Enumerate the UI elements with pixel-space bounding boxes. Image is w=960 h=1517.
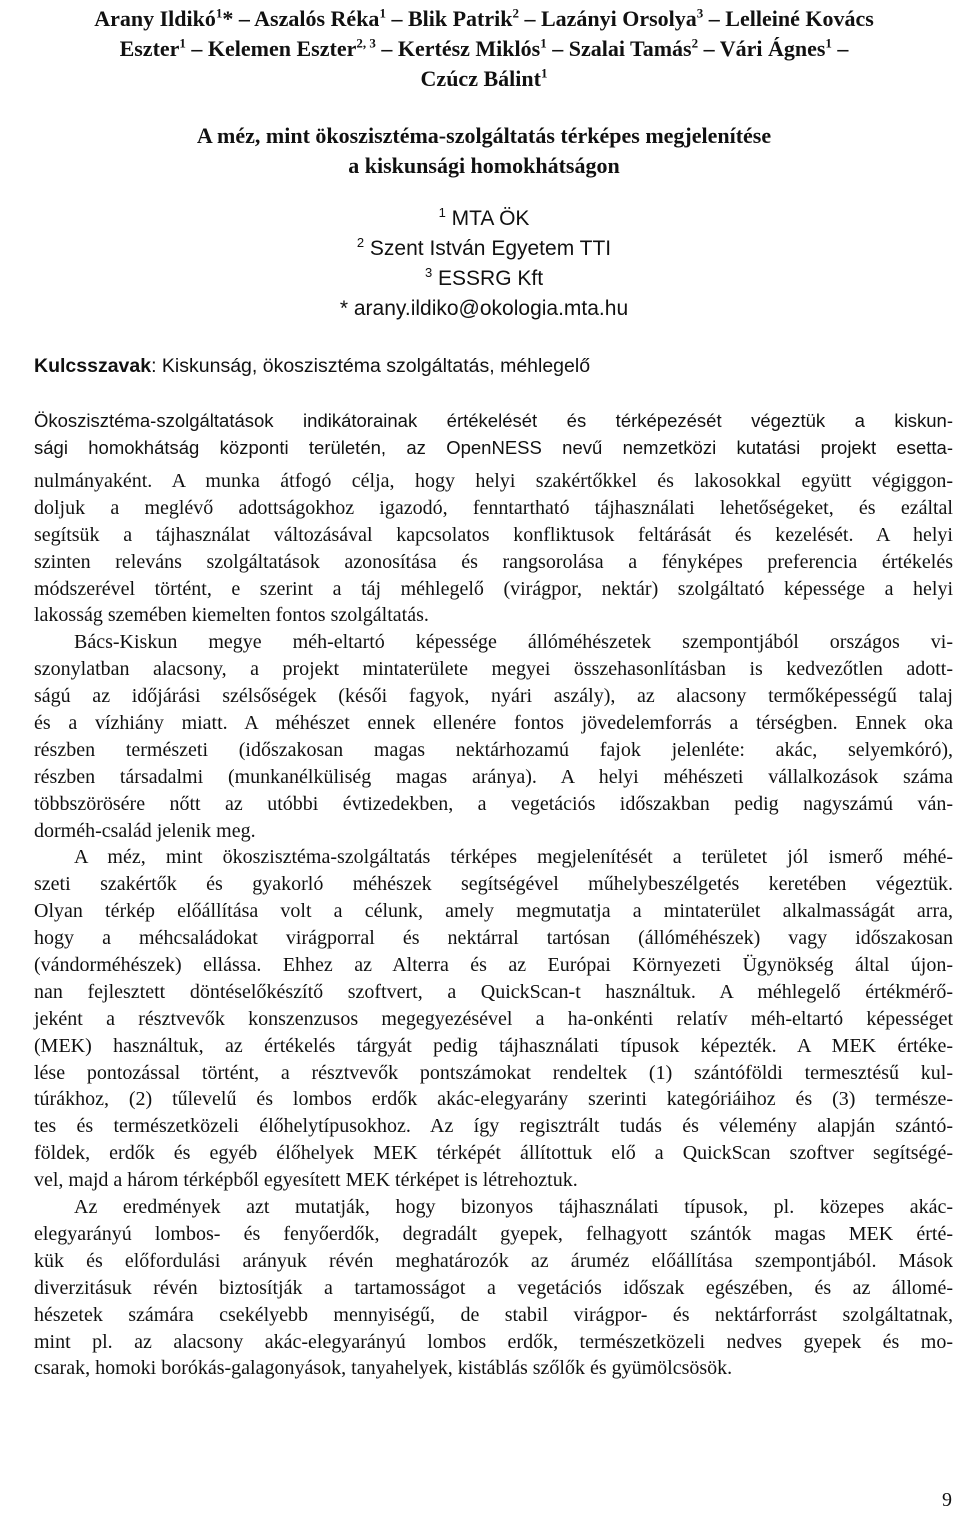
affiliation-3: $^3$ ESSRG Kft: [424, 265, 544, 290]
body-line: szonylatban alacsony, a projekt mintaterülete megyei összehasonlításban is kedvezőtlen adott-: [34, 658, 953, 681]
abstract-intro: [34, 408, 953, 461]
author-line-1: Arany Ildikó$^1$* – Aszalós Réka$^1$ – Blik Patrik$^2$ – Lazányi Orsolya$^3$ – Lelleiné Kovács: [94, 5, 874, 31]
body-line: nan fejlesztett döntéselőkészítő szoftvert, a QuickScan-t használtuk. A méhlegelő értékmérő-: [34, 980, 953, 1003]
title-line-2: a kiskunsági homokhátságon: [348, 153, 620, 178]
keywords-text: : Kiskunság, ökoszisztéma szolgáltatás, méhlegelő: [151, 355, 591, 377]
author-line-3: Czúcz Bálint$^1$: [420, 65, 548, 91]
body-line: doljuk a meglévő adottságokhoz igazodó, fenntartható tájhasználati lehetőségeket, és ezáltal: [34, 496, 953, 519]
body-line: szeti szakértők és gyakorló méhészek segítségével műhelybeszélgetés keretében végeztük.: [34, 873, 953, 896]
body-line: kük és előfordulási arányuk révén meghatározók az áruméz előállítása szempontjából. Mások: [34, 1249, 953, 1272]
abstract-line-2: sági homokhátság központi területén, az OpenNESS nevű nemzetközi kutatási projekt esetta-: [34, 436, 953, 458]
keywords: [34, 352, 934, 380]
keywords-label: Kulcsszavak: [34, 355, 152, 377]
body-line: csarak, homoki borókás-galagonyások, tanyahelyek, kistáblás szőlők és gyümölcsösök.: [34, 1357, 733, 1380]
affiliation-1: $^1$ MTA ÖK: [438, 205, 530, 230]
body-line: többszörösére nőtt az utóbbi évtizedekben, a vegetációs időszakban pedig nagyszámú ván-: [34, 792, 953, 815]
body-line: mint pl. az alacsony akác-elegyarányú lombos erdők, természetközeli nedves gyepek és mo-: [34, 1330, 953, 1353]
body-line: Bács-Kiskun megye méh-eltartó képessége állóméhészetek szempontjából országos vi-: [74, 631, 953, 654]
body-line: túrákhoz, (2) tűlevelű és lombos erdők akác-elegyarány szerinti kategóriáihoz és (3) természe-: [34, 1088, 953, 1111]
body-line: ságú az időjárási szélsőségek (késői fagyok, nyári aszály), az alacsony termőképességű talaj: [34, 685, 953, 708]
body-line: hészetek számára csekélyebb mennyiségű, de stabil virágpor- és nektárforrást szolgáltatnak,: [34, 1303, 953, 1326]
body-line: segítsük a tájhasználat változásával kapcsolatos konfliktusok feltárását és kezelését. A helyi: [34, 523, 953, 546]
corresponding-email: * arany.ildiko@okologia.mta.hu: [339, 297, 629, 320]
author-list: [34, 4, 934, 94]
body-line: tes és természetközeli élőhelytípusokhoz. Az így regisztrált tudás és vélemény alapján szántó-: [34, 1115, 953, 1138]
affiliations: [34, 204, 934, 324]
author-line-2: Eszter$^1$ – Kelemen Eszter$^{2, 3}$ – Kertész Miklós$^1$ – Szalai Tamás$^2$ – Vári Ágnes$^1$ –: [119, 35, 849, 61]
body-line: lakosság szemében kiemelten fontos szolgáltatás.: [34, 604, 429, 627]
affiliation-2: $^2$ Szent István Egyetem TTI: [356, 235, 612, 260]
body-line: és a vízhiány miatt. A méhészet ennek ellenére fontos jövedelemforrás a térségben. Ennek oka: [34, 712, 953, 735]
body-line: (vándorméhészek) ellássa. Ehhez az Alterra és az Európai Környezeti Ügynökség által újon-: [34, 954, 953, 977]
body-line: földek, erdők és egyéb élőhelyek MEK térképét állítottuk elő a QuickScan szoftver segítségé-: [34, 1142, 953, 1165]
body-line: A méz, mint ökoszisztéma-szolgáltatás térképes megjelenítését a területet jól ismerő méhé-: [74, 846, 953, 869]
body-line: részben társadalmi (munkanélküliség magas aránya). A helyi méhészeti vállalkozások száma: [34, 765, 953, 788]
body-line: Az eredmények azt mutatják, hogy bizonyos tájhasználati típusok, pl. közepes akác-: [74, 1196, 953, 1219]
body-line: módszerével történt, e szerint a táj méhlegelő (virágpor, nektár) szolgáltató képessége a helyi: [34, 577, 953, 600]
body-line: elegyarányú lombos- és fenyőerdők, degradált gyepek, felhagyott szántók magas MEK érté-: [34, 1222, 953, 1245]
body-text: [34, 468, 953, 1382]
body-line: vel, majd a három térképből egyesített MEK térképet is létrehoztuk.: [34, 1169, 578, 1192]
body-line: részben természeti (időszakosan magas nektárhozamú fajok jelenléte: akác, selyemkóró),: [34, 738, 953, 761]
body-line: diverzitásuk révén biztosítják a tartamosságot a vegetációs időszak egészében, és az állomé-: [34, 1276, 953, 1299]
body-line: Olyan térkép előállítása volt a célunk, amely megmutatja a mintaterület alkalmasságát arra,: [34, 900, 953, 923]
body-line: hogy a méhcsaládokat virágporral és nektárral tartósan (állóméhészek) vagy időszakosan: [34, 927, 953, 950]
paper-title: [34, 121, 934, 181]
body-line: nulmányaként. A munka átfogó célja, hogy helyi szakértőkkel és lakosokkal együtt végiggon-: [34, 470, 953, 492]
body-line: dorméh-család jelenik meg.: [34, 819, 256, 842]
page-number: 9: [942, 1489, 952, 1511]
body-line: lése pontozással történt, a résztvevők pontszámokat rendeltek (1) szántóföldi termesztésű kul-: [34, 1061, 953, 1084]
body-line: (MEK) használtuk, az értékelés tárgyát pedig tájhasználati típusok képezték. A MEK értéke-: [34, 1034, 953, 1057]
abstract-line-1: Ökoszisztéma-szolgáltatások indikátorainak értékelését és térképezését végeztük a kiskun-: [34, 410, 953, 431]
body-line: jeként a résztvevők konszenzusos megegyezésével a ha-onkénti relatív méh-eltartó képességet: [34, 1007, 953, 1030]
body-line: szinten releváns szolgáltatások azonosítása és rangsorolása a fényképes preferencia értékelés: [34, 550, 953, 573]
title-line-1: A méz, mint ökoszisztéma-szolgáltatás térképes megjelenítése: [196, 123, 772, 148]
